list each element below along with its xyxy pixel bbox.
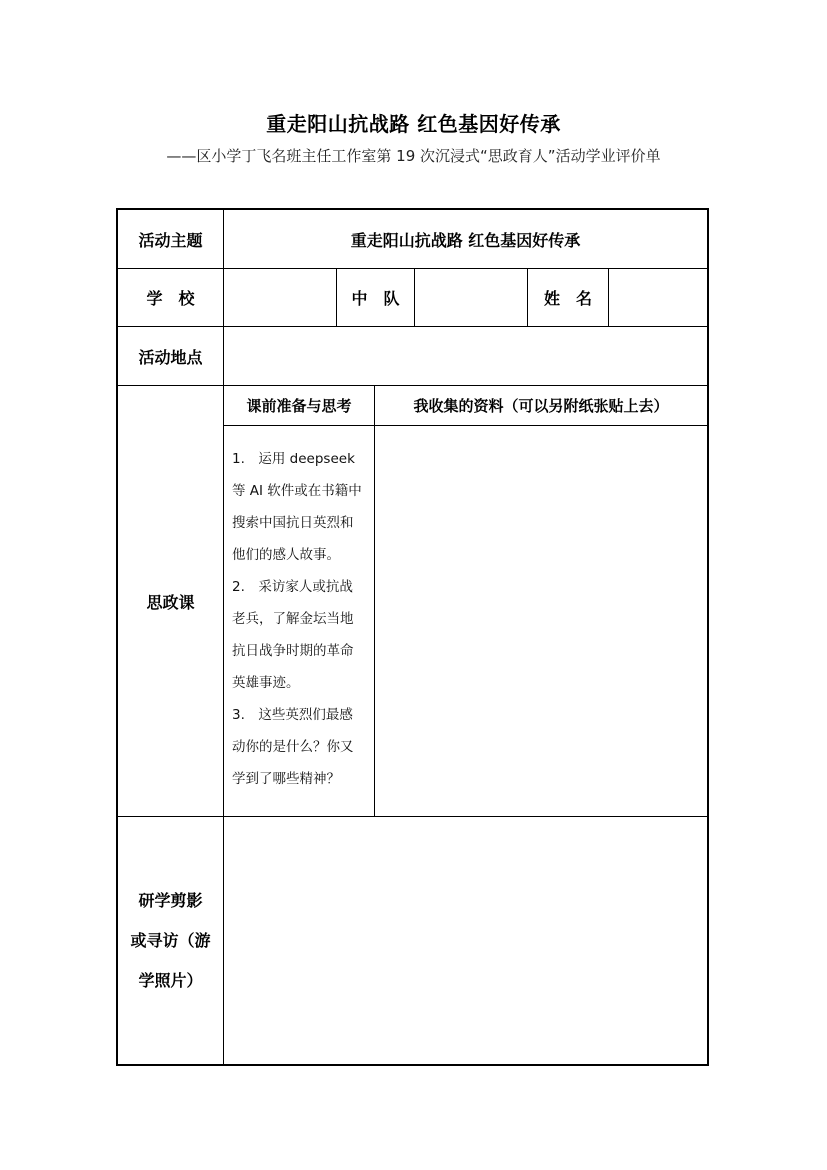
ideology-label: 思政课	[146, 592, 195, 612]
squad-label: 中 队	[351, 289, 400, 308]
study-label-line: 学照片）	[138, 970, 203, 990]
theme-label: 活动主题	[138, 230, 203, 250]
study-label-line: 或寻访（游	[130, 930, 211, 950]
evaluation-form-table	[116, 208, 709, 1066]
materials-input-area[interactable]	[375, 426, 707, 816]
prep-item: 1. 运用 deepseek 等 AI 软件或在书籍中搜索中国抗日英烈和他们的感人故事。	[232, 451, 362, 563]
materials-header: 我收集的资料（可以另附纸张贴上去）	[413, 397, 669, 415]
page-subtitle: ——区小学丁飞名班主任工作室第 19 次沉浸式“思政育人”活动学业评价单	[166, 147, 661, 165]
study-label-line: 研学剪影	[138, 890, 203, 910]
prep-item: 3. 这些英烈们最感动你的是什么？你又学到了哪些精神？	[232, 707, 354, 787]
school-input-cell[interactable]	[224, 269, 336, 326]
page-title: 重走阳山抗战路 红色基因好传承	[266, 112, 561, 136]
prep-list	[224, 443, 374, 795]
study-photos-label	[118, 817, 223, 1064]
location-input-cell[interactable]	[224, 327, 707, 385]
squad-input-cell[interactable]	[415, 269, 527, 326]
school-label: 学 校	[146, 289, 195, 308]
prep-item: 2. 采访家人或抗战老兵，了解金坛当地抗日战争时期的革命英雄事迹。	[232, 579, 354, 691]
study-photos-area[interactable]	[224, 817, 707, 1064]
theme-value: 重走阳山抗战路 红色基因好传承	[350, 230, 581, 250]
prep-header: 课前准备与思考	[246, 397, 352, 415]
location-label: 活动地点	[138, 347, 203, 367]
name-input-cell[interactable]	[609, 269, 707, 326]
name-label: 姓 名	[543, 289, 592, 308]
